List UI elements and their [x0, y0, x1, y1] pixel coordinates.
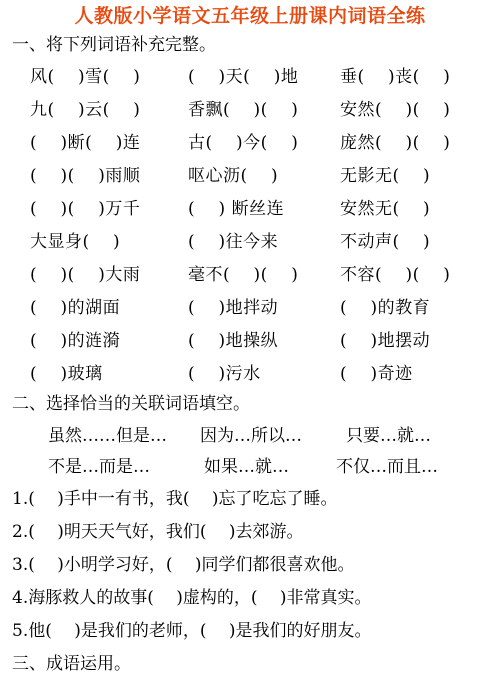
word-blank-item: ( )的涟漪: [30, 331, 121, 351]
word-blank-item: ( )往今来: [188, 232, 279, 252]
question-5: 5.他( )是我们的老师，( )是我们的好朋友。: [12, 621, 372, 641]
conjunction-option: 因为…所以…: [200, 426, 302, 446]
page-title: 人教版小学语文五年级上册课内词语全练: [74, 5, 426, 27]
section2-heading: 二、选择恰当的关联词语填空。: [12, 394, 250, 414]
word-blank-item: 毫不( )( ): [188, 265, 299, 285]
question-2: 2.( )明天天气好，我们( )去郊游。: [12, 522, 304, 542]
section1-heading: 一、将下列词语补充完整。: [12, 35, 216, 55]
word-blank-item: 古( )今( ): [188, 133, 299, 153]
question-4: 4.海豚救人的故事( )虚构的，( )非常真实。: [12, 588, 372, 608]
word-blank-item: 呕心沥( ): [188, 166, 279, 186]
word-blank-item: 庞然( )( ): [340, 133, 451, 153]
word-blank-item: 安然无( ): [340, 199, 431, 219]
conjunction-option: 不仅…而且…: [336, 457, 438, 477]
word-blank-item: ( )( )万千: [30, 199, 141, 219]
word-blank-item: ( )地拌动: [188, 298, 279, 318]
section3-heading: 三、成语运用。: [12, 654, 131, 674]
word-blank-item: 垂( )丧( ): [340, 67, 451, 87]
word-blank-item: ( )玻璃: [30, 364, 103, 384]
word-blank-item: ( )地摆动: [340, 331, 431, 351]
word-blank-item: ( )天( )地: [188, 67, 299, 87]
word-blank-item: ( )的教育: [340, 298, 431, 318]
word-blank-item: 无影无( ): [340, 166, 431, 186]
word-blank-item: ( )( )大雨: [30, 265, 141, 285]
word-blank-item: ( )( )雨顺: [30, 166, 141, 186]
conjunction-option: 只要…就…: [346, 426, 431, 446]
word-blank-item: ( )奇迹: [340, 364, 413, 384]
word-blank-item: ( ) 断丝连: [188, 199, 285, 219]
conjunction-option: 如果…就…: [204, 457, 289, 477]
word-blank-item: ( )的湖面: [30, 298, 121, 318]
word-blank-item: 不动声( ): [340, 232, 431, 252]
question-1: 1.( )手中一有书，我( )忘了吃忘了睡。: [12, 489, 338, 509]
word-blank-item: 大显身( ): [30, 232, 121, 252]
word-blank-item: 香飘( )( ): [188, 100, 299, 120]
conjunction-option: 不是…而是…: [48, 457, 150, 477]
word-blank-item: 安然( )( ): [340, 100, 451, 120]
word-blank-item: ( )污水: [188, 364, 261, 384]
question-3: 3.( )小明学习好，( )同学们都很喜欢他。: [12, 555, 355, 575]
word-blank-item: ( )断( )连: [30, 133, 141, 153]
word-blank-item: ( )地操纵: [188, 331, 279, 351]
word-blank-item: 不容( )( ): [340, 265, 451, 285]
word-blank-item: 九( )云( ): [30, 100, 141, 120]
conjunction-option: 虽然……但是…: [48, 426, 167, 446]
word-blank-item: 风( )雪( ): [30, 67, 141, 87]
